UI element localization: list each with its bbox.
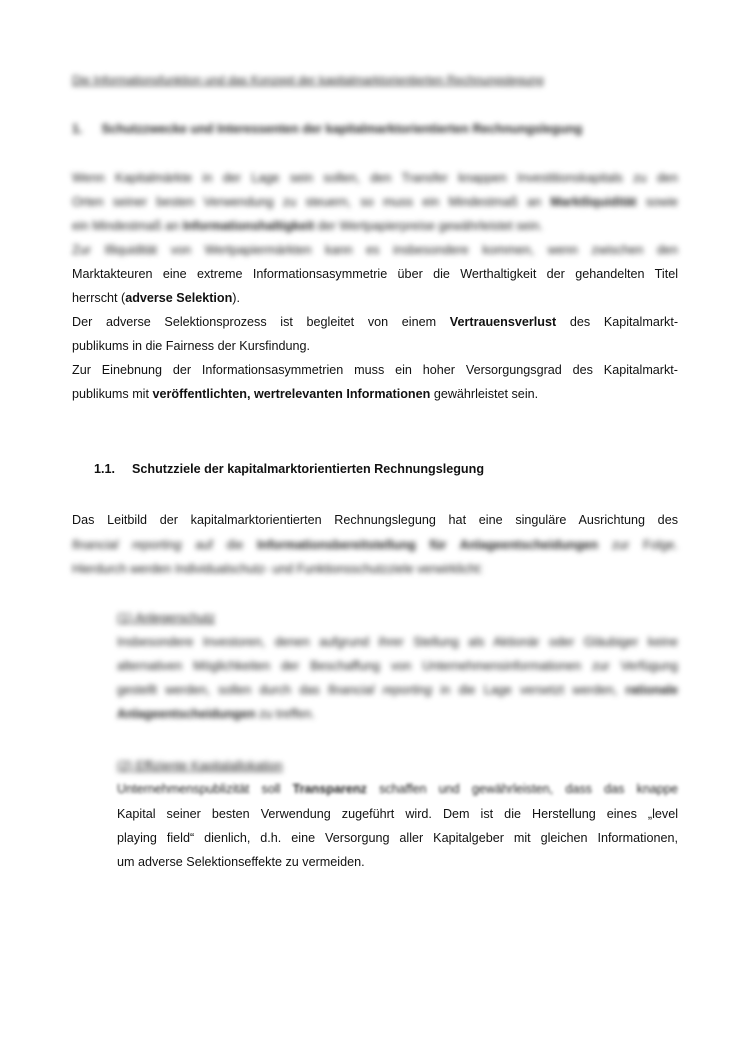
intro-line-6-b: ). [232, 291, 240, 305]
item-1-line-3-b: in die Lage versetzt werden, [440, 683, 618, 697]
intro-line-5-text: Marktakteuren eine extreme Informationsasymmetrie über die Werthaltigkeit der gehandelten Titel [72, 267, 678, 281]
item-1-line-3-italic: financial reporting [327, 683, 433, 697]
intro-line-2-bold: Marktliquidität [550, 195, 637, 209]
intro-line-10 [72, 386, 678, 402]
item-1-heading [117, 610, 417, 626]
para2-line-2 [72, 537, 678, 553]
para2-line-3 [72, 561, 678, 577]
item-2-line-2-text: Kapital seiner besten Verwendung zugeführt wird. Dem ist die Herstellung eines „level [117, 807, 678, 821]
item-1-line-2 [117, 658, 678, 674]
intro-line-4 [72, 242, 678, 258]
intro-line-7-bold: Vertrauensverlust [449, 315, 557, 329]
item-2-heading [117, 758, 417, 774]
para2-line-3-text: Hierdurch werden Individualschutz- und Funktionsschutzziele verwirklicht: [72, 562, 483, 576]
item-2-line-1-bold: Transparenz [292, 782, 367, 796]
item-1-line-2-text: alternativen Möglichkeiten der Beschaffung von Unternehmensinformationen zur Verfügung [117, 659, 678, 673]
para2-line-2-a: auf die [195, 538, 244, 552]
item-2-line-1-b: schaffen und gewährleisten, dass das knappe [379, 782, 678, 796]
intro-line-5 [72, 266, 678, 282]
intro-line-6-bold: adverse Selektion [125, 291, 233, 305]
intro-line-9 [72, 362, 678, 378]
section-1-1-number: 1.1. [94, 462, 116, 476]
item-2-line-1 [117, 781, 678, 797]
intro-line-4-text: Zur Illiquidität von Wertpapiermärkten kann es insbesondere kommen, wenn zwischen den [72, 243, 678, 257]
intro-line-6 [72, 290, 678, 306]
intro-line-10-b: gewährleistet sein. [433, 387, 539, 401]
item-1-line-4 [117, 706, 678, 722]
document-title-text: Die Informationsfunktion und das Konzept der kapitalmarktorientierten Rechnungslegung [72, 73, 544, 87]
para2-line-1 [72, 512, 678, 528]
section-1-1-heading [94, 461, 654, 477]
intro-line-8 [72, 338, 678, 354]
intro-line-1 [72, 170, 678, 186]
item-1-line-4-bold: Anlageentscheidungen [117, 707, 256, 721]
item-1-heading-text: (1) Anlegerschutz [117, 611, 216, 625]
intro-line-7 [72, 314, 678, 330]
para2-line-2-italic: financial reporting [72, 538, 182, 552]
section-1-number: 1. [72, 122, 83, 136]
item-1-line-4-b: zu treffen. [259, 707, 315, 721]
item-2-line-4 [117, 854, 678, 870]
intro-line-8-text: publikums in die Fairness der Kursfindung. [72, 339, 311, 353]
intro-line-3-bold: Informationshaltigkeit [182, 219, 315, 233]
intro-line-2 [72, 194, 678, 210]
item-2-heading-text: (2) Effiziente Kapitalallokation [117, 759, 283, 773]
item-2-line-4-text: um adverse Selektionseffekte zu vermeiden. [117, 855, 365, 869]
intro-line-10-a: publikums mit [72, 387, 149, 401]
intro-line-3-end: der Wertpapierpreise gewährleistet sein. [317, 219, 543, 233]
para2-line-2-b: zur Folge. [611, 538, 679, 552]
intro-line-7-b: des Kapitalmarkt- [569, 315, 679, 329]
intro-line-1-text: Wenn Kapitalmärkte in der Lage sein sollen, den Transfer knappen Investitionskapitals zu den [72, 171, 678, 185]
item-2-line-3 [117, 830, 678, 846]
intro-line-2-text: Orten seiner besten Verwendung zu steuern, so muss ein Mindestmaß an [72, 195, 542, 209]
document-title [72, 72, 664, 88]
item-1-line-3-a: gestellt werden, sollen durch das [117, 683, 320, 697]
item-1-line-3 [117, 682, 678, 698]
intro-line-6-a: herrscht ( [72, 291, 126, 305]
item-1-line-1 [117, 634, 678, 650]
section-1-title: Schutzzwecke und Interessenten der kapitalmarktorientierten Rechnungslegung [101, 122, 583, 136]
para2-line-2-bold: Informationsbereitstellung für Anlageentscheidungen [257, 538, 599, 552]
intro-line-3-text: ein Mindestmaß an [72, 219, 180, 233]
item-2-line-2 [117, 806, 678, 822]
intro-line-2-end: sowie [645, 195, 679, 209]
intro-line-10-bold: veröffentlichten, wertrelevanten Informationen [152, 387, 431, 401]
intro-line-3 [72, 218, 678, 234]
para2-line-1-text: Das Leitbild der kapitalmarktorientierten Rechnungslegung hat eine singuläre Ausrichtung des [72, 513, 678, 527]
section-1-heading [72, 121, 632, 137]
item-1-line-1-text: Insbesondere Investoren, denen aufgrund ihrer Stellung als Aktionär oder Gläubiger keine [117, 635, 678, 649]
intro-line-9-text: Zur Einebnung der Informationsasymmetrien muss ein hoher Versorgungsgrad des Kapitalmarkt- [72, 363, 678, 377]
section-1-1-title: Schutzziele der kapitalmarktorientierten Rechnungslegung [132, 462, 485, 476]
item-1-line-3-bold: rationale [625, 683, 679, 697]
intro-line-7-a: Der adverse Selektionsprozess ist begleitet von einem [72, 315, 437, 329]
item-2-line-3-text: playing field“ dienlich, d.h. eine Versorgung aller Kapitalgeber mit gleichen Informationen, [117, 831, 678, 845]
item-2-line-1-a: Unternehmenspublizität soll [117, 782, 281, 796]
